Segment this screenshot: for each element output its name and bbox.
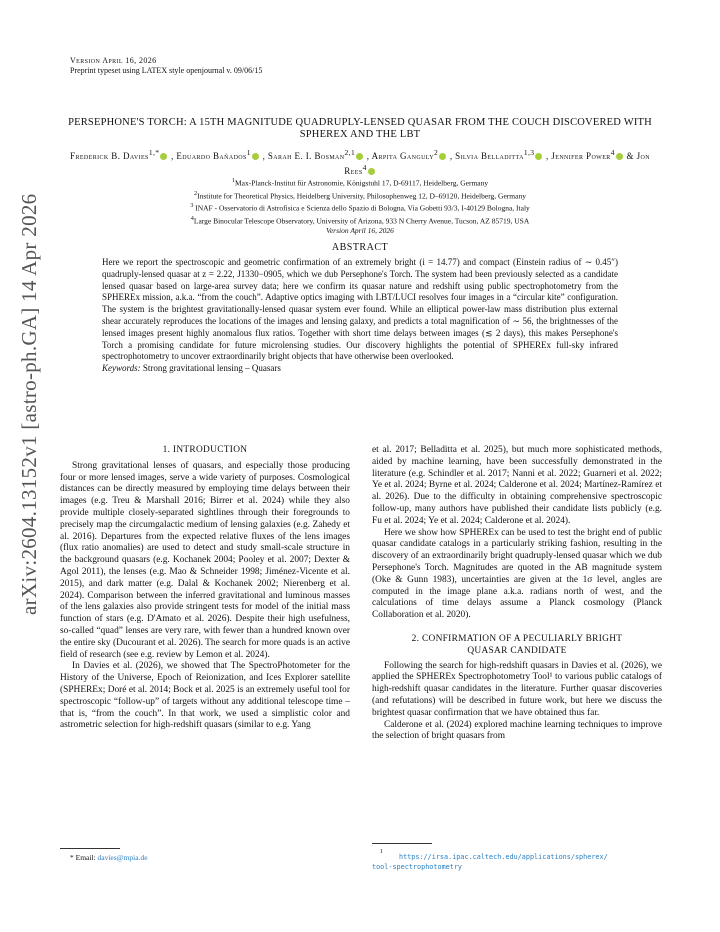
email-link[interactable]: davies@mpia.de — [97, 853, 148, 862]
affiliation: $^4$Large Binocular Telescope Observatory, University of Arizona, 933 N Cherry Avenue, Tucson, AZ 85719, USA — [190, 214, 530, 225]
paragraph: Following the search for high-redshift quasars in Davies et al. (2026), we applied the SPHEREx Spectrophotometry Tool¹ to various public catalogs of high-redshift quasar candidates in the literature. Further quasar discoveries (and refutations) will be described in future work, but here we discuss the brightest quasar confirmation that we have obtained thus far. — [372, 660, 662, 718]
left-column — [60, 445, 350, 732]
author-name: , Sarah E. I. Bosman — [262, 151, 345, 161]
paragraph: In Davies et al. (2026), we showed that The SpectroPhotometer for the History of the Universe, Epoch of Reionization, and Ices Explorer satellite (SPHEREx; Doré et al. 2014; Bock et al. 2025 is an extremely useful tool for spectroscopic “follow-up” of targets without any additional telescope time – that is, “from the couch”. In that work, we used a simplistic color and astrometric selection for high-redshift quasars (similar to e.g. Yang — [60, 661, 350, 731]
section-heading: 1. INTRODUCTION — [162, 445, 248, 455]
author-name: , Silvia Belladitta — [449, 151, 524, 161]
affiliation: $^2$Institute for Theoretical Physics, Heidelberg University, Philosophenweg 12, D–69120, Heidelberg, Germany — [194, 189, 526, 200]
paragraph: Calderone et al. (2024) explored machine learning techniques to improve the selection of bright quasars from — [372, 719, 662, 742]
author-list: Frederick B. Davies$^{1,*}$ , Eduardo Bañados$^1$ , Sarah E. I. Bosman$^{2,1}$ , Arpita Ganguly$^2$ , Silvia Belladitta$^{1,3}$ , Jennifer Power$^4$ & Jon Rees$^4$ — [70, 148, 650, 176]
orcid-icon[interactable] — [160, 153, 167, 160]
author-name: , Jennifer Power — [546, 151, 611, 161]
affiliations — [60, 176, 660, 236]
affiliation: $^1$Max-Planck-Institut für Astronomie, Königstuhl 17, D-69117, Heidelberg, Germany — [231, 177, 489, 188]
orcid-icon[interactable] — [252, 153, 259, 160]
section-heading: 2. CONFIRMATION OF A PECULIARLY BRIGHT QUASAR CANDIDATE — [411, 633, 623, 656]
affiliation: $^3$ INAF - Osservatorio di Astrofisica e Scienza dello Spazio di Bologna, Via Gobetti 93/3, I-40129 Bologna, Italy — [190, 202, 530, 213]
left-footnote-rule — [60, 848, 120, 849]
right-footnote-rule — [372, 843, 432, 844]
footnote-link[interactable]: https://irsa.ipac.caltech.edu/applications/spherex/ — [399, 853, 608, 862]
email-footnote: * Email: davies@mpia.de — [70, 853, 148, 862]
paragraph: Here we show how SPHEREx can be used to test the bright end of public quasar candidate catalogs in a particularly striking fashion, resulting in the discovery of an extraordinarily bright quadruply-lensed quasar which we dub Persephone's Torch. Magnitudes are quoted in the AB magnitude system (Oke & Gunn 1983), uncertainties are given at the 1σ level, angles are computed in the image plane a.k.a. radians north of west, and the calculations of time delays assume a Planck cosmology (Planck Collaboration et al. 2020). — [372, 527, 662, 621]
orcid-icon[interactable] — [616, 153, 623, 160]
version-date: Version April 16, 2026 — [326, 226, 394, 235]
preprint-line: Preprint typeset using LATEX style openjournal v. 09/06/15 — [70, 66, 263, 75]
abstract-body: Here we report the spectroscopic and geometric confirmation of an extremely bright (i = 14.77) and compact (Einstein radius of ∼ 0.45″) quadruply-lensed quasar at z = 2.22, J1330−0905, which we dub Persephone's Torch. The system had been previously selected as a candidate lensed quasar based on large-area survey data; here we confirm its quasar nature and redshift using public spectrophotometry from the SPHEREx mission, a.k.a. “from the couch”. Adaptive optics imaging with LBT/LUCI resolves four images in a “circular kite” configuration. The system is the brightest gravitationally-lensed quasar system ever found. While an elliptical power-law mass distribution plus external shear accurately reproduces the locations of the images and lensing galaxy, and predicts a total magnification of ∼ 56, the brightnesses of the lensed images present highly anomalous flux ratios. Together with short time delays between images (≲ 2 days), this makes Persephone's Torch a promising candidate for future microlensing studies. Our discovery highlights the potential of SPHEREx full-sky infrared spectrophotometry to uncover extraordinarily bright objects that have otherwise been overlooked. Keywords: Strong gravitational lensing – Quasars — [102, 257, 618, 374]
right-column — [372, 445, 662, 743]
footnote-link[interactable]: tool-spectrophotometry — [372, 863, 463, 872]
orcid-icon[interactable] — [368, 168, 375, 175]
author-name: Frederick B. Davies — [70, 151, 149, 161]
page-header — [70, 56, 262, 76]
keywords: Strong gravitational lensing – Quasars — [140, 363, 281, 374]
paper-title: PERSEPHONE'S TORCH: A 15TH MAGNITUDE QUADRUPLY-LENSED QUASAR FROM THE COUCH DISCOVERED WITH SPHEREX AND THE LBT — [68, 117, 652, 140]
paragraph: et al. 2017; Belladitta et al. 2025), but much more sophisticated methods, aided by machine learning, have been successfully demonstrated in the literature (e.g. Schindler et al. 2017; Nanni et al. 2022; Guarneri et al. 2022; Ye et al. 2024; Byrne et al. 2024; Calderone et al. 2024; Martínez-Ramírez et al. 2026). Due to the difficulty in obtaining comprehensive spectroscopic follow-up, many authors have published their candidate lists publicly (e.g. Fu et al. 2024; Ye et al. 2024; Calderone et al. 2024). — [372, 445, 662, 526]
orcid-icon[interactable] — [439, 153, 446, 160]
abstract-heading: ABSTRACT — [331, 242, 389, 253]
orcid-icon[interactable] — [535, 153, 542, 160]
paragraph: Strong gravitational lenses of quasars, and especially those producing four or more lensed images, serve a wide variety of purposes. Cosmological distances can be directly measured by employing time delays between their images (e.g. Treu & Marshall 2016; Birrer et al. 2024) while they also provide multiple closely-separated sightlines through their foregrounds to precisely map the circumgalactic medium of lensing galaxies (e.g. Zahedy et al. 2016). Departures from the expected relative fluxes of the lens images (flux ratio anomalies) are used to detect and study small-scale structure in the background quasars (e.g. Kochanek 2004; Pooley et al. 2007; Dexter & Agol 2011), the lenses (e.g. Mao & Schneider 1998; Jiménez-Vicente et al. 2015), and dark matter (e.g. Dalal & Kochanek 2002; Nierenberg et al. 2024). Comparison between the inferred gravitational and luminous masses of the lens galaxies also provide stringent tests for model of the initial mass function of stars (e.g. D'Amato et al. 2026). Despite their high usefulness, so-called “quad” lenses are very rare, with fewer than a hundred known over the entire sky (Ducourant et al. 2026). The search for more quads is an active field of research (see e.g. review by Lemon et al. 2024). — [60, 460, 350, 660]
url-footnote: $^1$ https://irsa.ipac.caltech.edu/applications/spherex/ tool-spectrophotometry — [372, 849, 608, 872]
arxiv-identifier: arXiv:2604.13152v1 [astro-ph.GA] 14 Apr 2026 — [17, 193, 41, 615]
version-line: Version April 16, 2026 — [70, 56, 157, 65]
author-name: , Eduardo Bañados — [171, 151, 247, 161]
orcid-icon[interactable] — [356, 153, 363, 160]
author-name: & Jon Rees — [344, 151, 650, 176]
author-name: , Arpita Ganguly — [366, 151, 435, 161]
keywords-label: Keywords: — [102, 363, 141, 374]
